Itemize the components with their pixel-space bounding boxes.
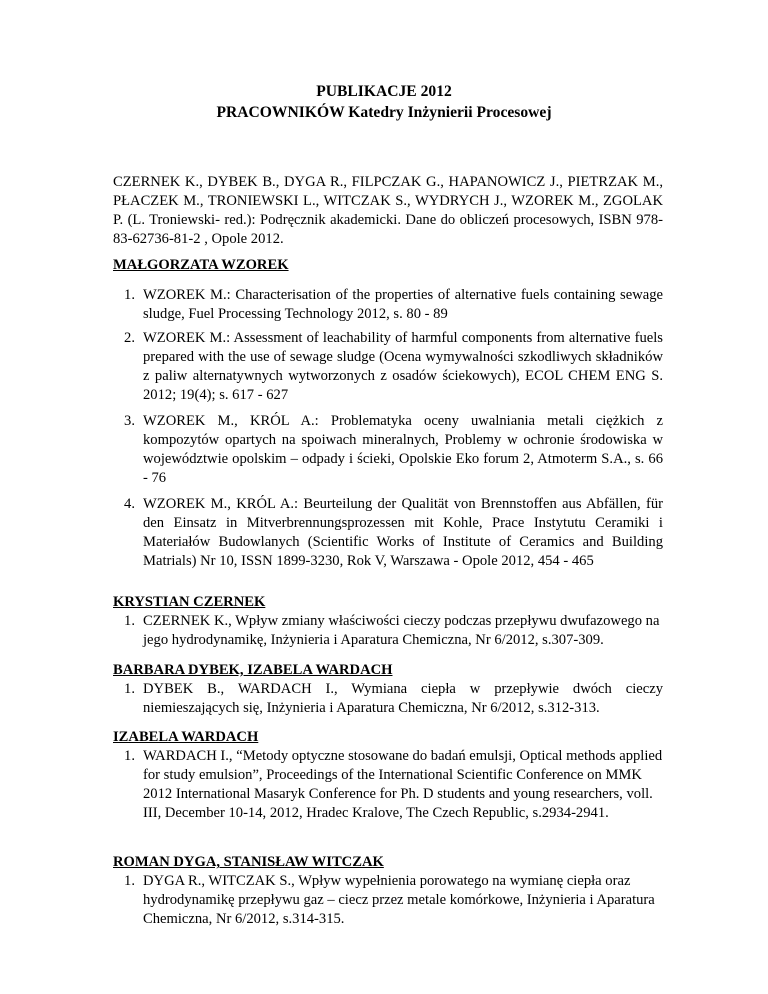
- list-item: [113, 495, 663, 571]
- list-item: [113, 680, 663, 718]
- section-heading: BARBARA DYBEK, IZABELA WARDACH: [113, 662, 393, 678]
- item-text: DYBEK B., WARDACH I., Wymiana ciepła w przepływie dwóch cieczy niemieszających się, Inżynieria i Aparatura Chemiczna, Nr 6/2012, s.312-313.: [143, 681, 663, 716]
- item-text: WZOREK M., KRÓL A.: Beurteilung der Qualität von Brennstoffen aus Abfällen, für den Einsatz in Mitverbrennungsprozessen mit Kohle, Prace Instytutu Ceramiki i Materiałów Budowlanych (Scientific Works of Institute of Ceramics and Building Matrials) Nr 10, ISSN 1899-3230, Rok V, Warszawa - Opole 2012, 454 - 465: [143, 496, 663, 569]
- item-number: 1.: [124, 613, 135, 629]
- document-title: [0, 81, 768, 123]
- item-number: 2.: [124, 330, 135, 346]
- intro-paragraph: CZERNEK K., DYBEK B., DYGA R., FILPCZAK G., HAPANOWICZ J., PIETRZAK M., PŁACZEK M., TRONIEWSKI L., WITCZAK S., WYDRYCH J., WZOREK M., ZGOLAK P. (L. Troniewski- red.): Podręcznik akademicki. Dane do obliczeń procesowych, ISBN 978-83-62736-81-2 , Opole 2012.: [113, 174, 663, 247]
- item-number: 1.: [124, 873, 135, 889]
- title-line-2: PRACOWNIKÓW Katedry Inżynierii Procesowej: [216, 104, 552, 121]
- section-heading: KRYSTIAN CZERNEK: [113, 594, 266, 610]
- list-item: [113, 747, 663, 823]
- section-heading: ROMAN DYGA, STANISŁAW WITCZAK: [113, 854, 384, 870]
- list-item: [113, 286, 663, 324]
- item-text: DYGA R., WITCZAK S., Wpływ wypełnienia porowatego na wymianę ciepła oraz hydrodynamikę przepływu gaz – ciecz przez metale komórkowe, Inżynieria i Aparatura Chemiczna, Nr 6/2012, s.314-315.: [143, 873, 655, 927]
- item-text: WZOREK M., KRÓL A.: Problematyka oceny uwalniania metali ciężkich z kompozytów opartych na spoiwach mineralnych, Problemy w ochronie środowiska w województwie opolskim – odpady i ścieki, Opolskie Eko forum 2, Atmoterm S.A., s. 66 - 76: [143, 413, 663, 486]
- item-number: 1.: [124, 287, 135, 303]
- section-heading: IZABELA WARDACH: [113, 729, 259, 745]
- item-text: WARDACH I., “Metody optyczne stosowane do badań emulsji, Optical methods applied for study emulsion”, Proceedings of the International Scientific Conference on MMK 2012 International Masaryk Conference for Ph. D students and young researchers, voll. III, December 10-14, 2012, Hradec Kralove, The Czech Republic, s.2934-2941.: [143, 748, 663, 821]
- item-number: 4.: [124, 496, 135, 512]
- item-text: WZOREK M.: Assessment of leachability of harmful components from alternative fuels prepared with the use of sewage sludge (Ocena wymywalności szkodliwych składników z paliw alternatywnych wytworzonych z osadów ściekowych), ECOL CHEM ENG S. 2012; 19(4); s. 617 - 627: [143, 330, 663, 403]
- item-number: 1.: [124, 681, 135, 697]
- item-number: 3.: [124, 413, 135, 429]
- section-heading: MAŁGORZATA WZOREK: [113, 257, 289, 273]
- title-line-1: PUBLIKACJE 2012: [316, 83, 452, 100]
- list-item: [113, 329, 663, 405]
- list-item: [113, 612, 663, 650]
- item-text: WZOREK M.: Characterisation of the properties of alternative fuels containing sewage sludge, Fuel Processing Technology 2012, s. 80 - 89: [143, 287, 663, 322]
- item-text: CZERNEK K., Wpływ zmiany właściwości cieczy podczas przepływu dwufazowego na jego hydrodynamikę, Inżynieria i Aparatura Chemiczna, Nr 6/2012, s.307-309.: [143, 613, 660, 648]
- list-item: [113, 872, 663, 929]
- list-item: [113, 412, 663, 488]
- item-number: 1.: [124, 748, 135, 764]
